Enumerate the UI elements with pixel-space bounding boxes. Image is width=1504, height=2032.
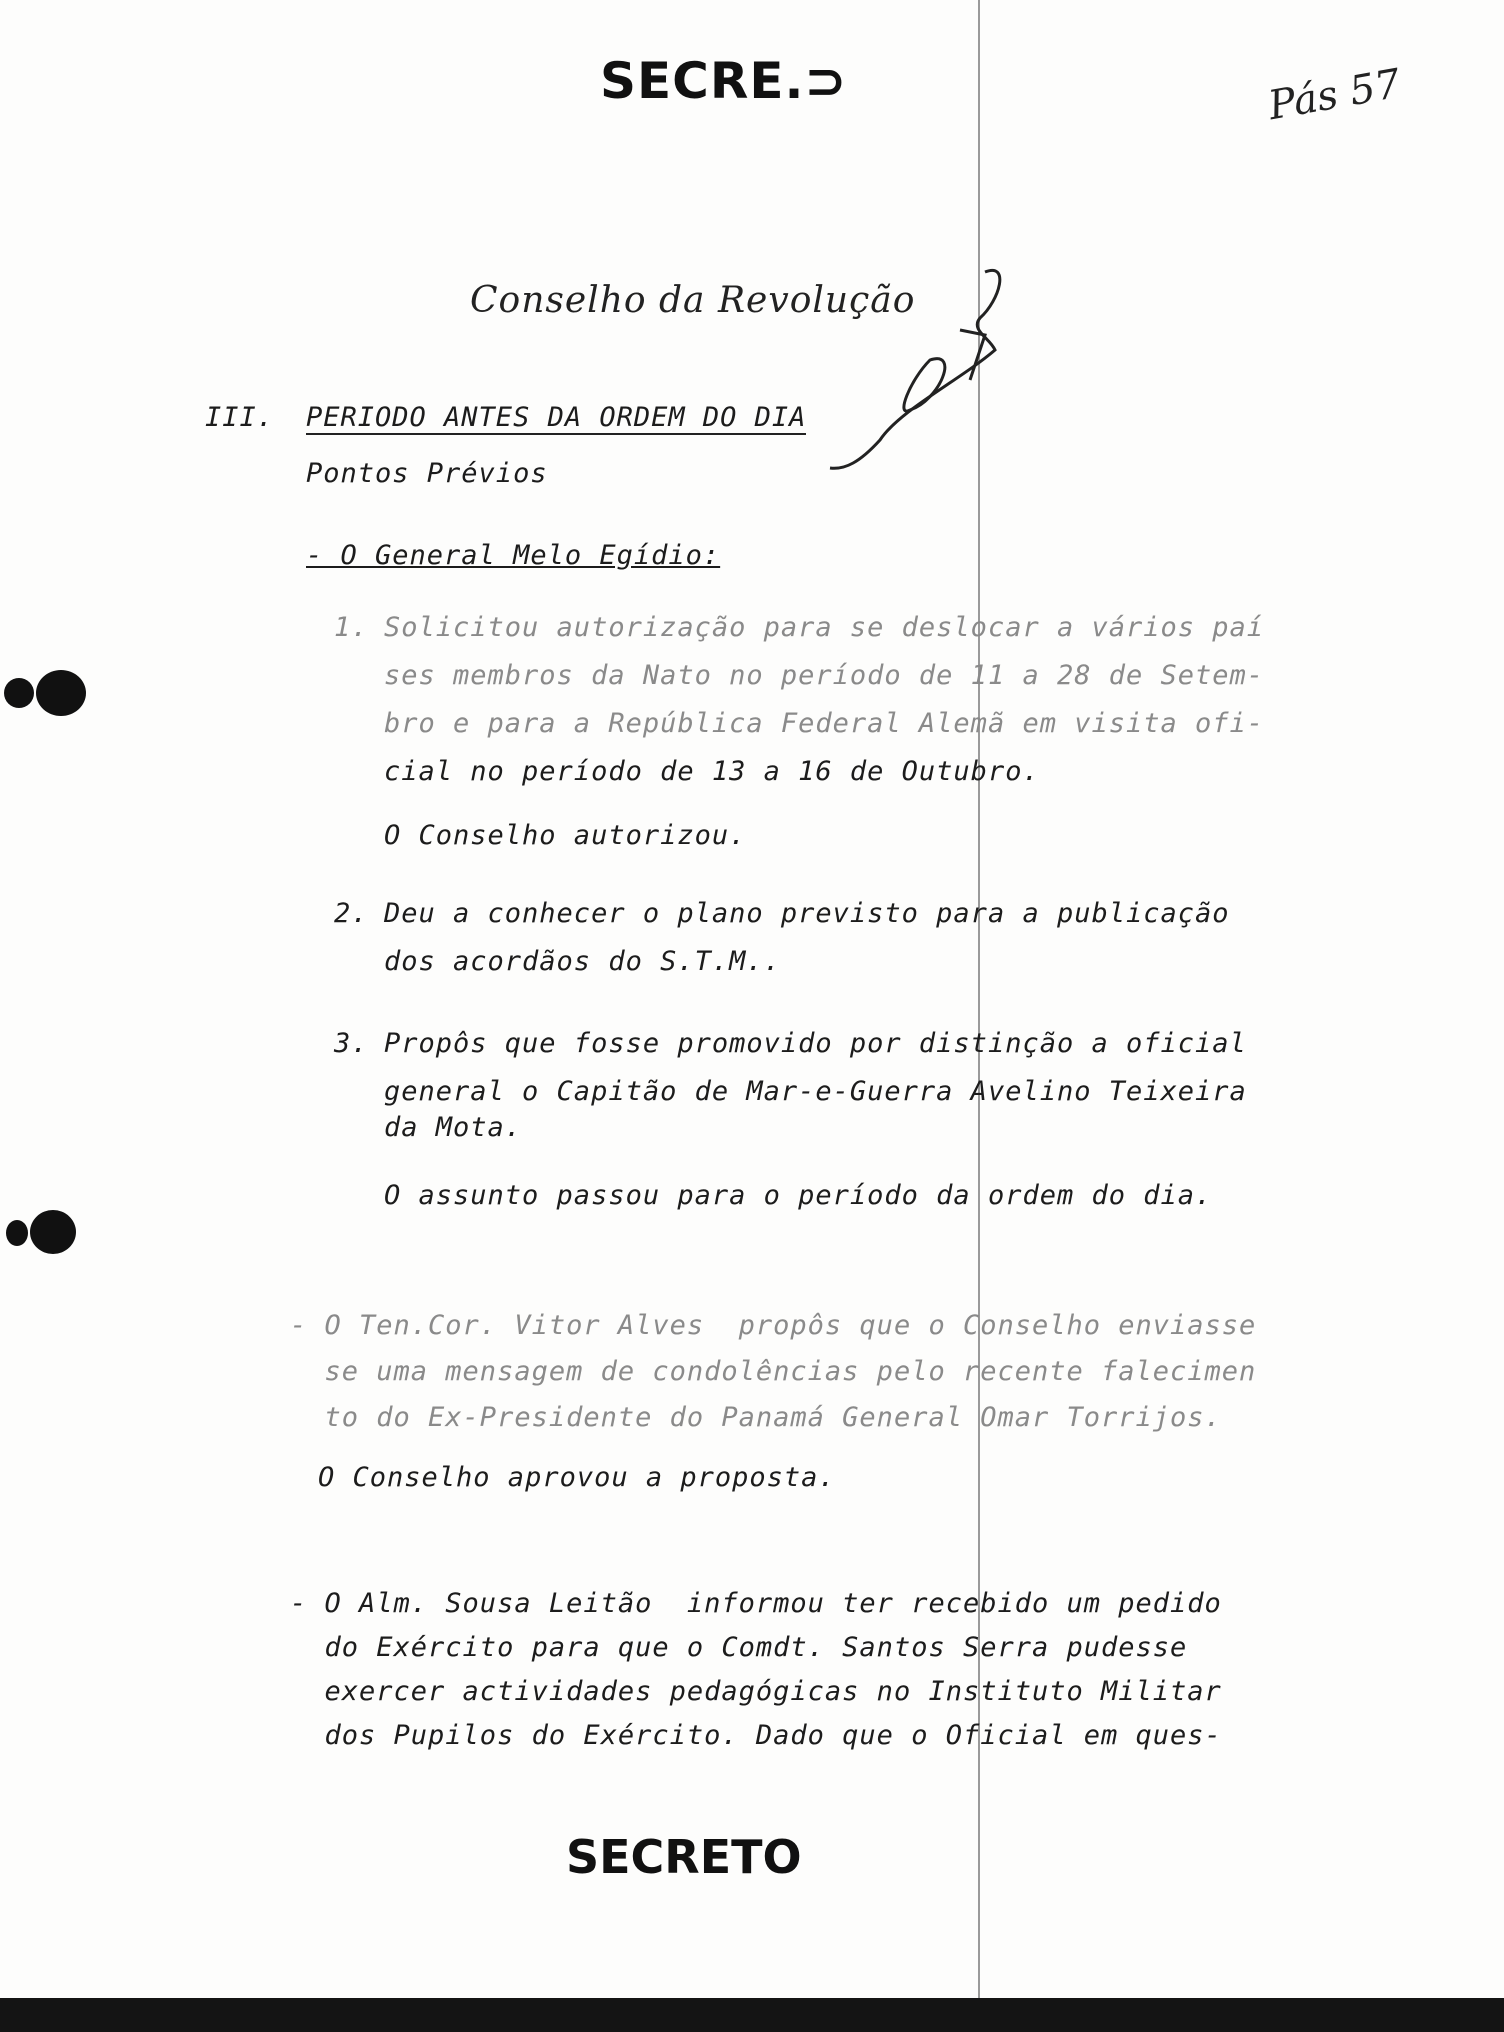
- point-text-line: cial no período de 13 a 16 de Outubro.: [384, 756, 1040, 787]
- secret-stamp-bottom: SECRETO: [566, 1830, 802, 1884]
- point-text-line: ses membros da Nato no período de 11 a 28 de Setem-: [384, 660, 1265, 691]
- section-subtitle: Pontos Prévios: [306, 458, 548, 489]
- section-title: PERIODO ANTES DA ORDEM DO DIA: [306, 402, 807, 433]
- point-text-line: da Mota.: [384, 1112, 523, 1143]
- point-number: 3.: [334, 1028, 369, 1059]
- item-text-line: dos Pupilos do Exército. Dado que o Oficial em ques-: [290, 1720, 1222, 1751]
- letterhead-council: Conselho da Revolução: [470, 280, 916, 321]
- item-text-line: to do Ex-Presidente do Panamá General Omar Torrijos.: [290, 1402, 1222, 1433]
- item-text-line: do Exército para que o Comdt. Santos Serra pudesse: [290, 1632, 1188, 1663]
- point-text-line: dos acordãos do S.T.M..: [384, 946, 781, 977]
- point-outcome: O Conselho autorizou.: [384, 820, 747, 851]
- scan-edge-band: [0, 1998, 1504, 2032]
- punch-hole: [36, 670, 86, 716]
- secret-stamp-top: SECRE.⊃: [600, 52, 848, 110]
- point-text-line: Solicitou autorização para se deslocar a vários paí: [384, 612, 1265, 643]
- punch-hole: [4, 678, 34, 708]
- item-text-line: se uma mensagem de condolências pelo recente falecimen: [290, 1356, 1257, 1387]
- point-outcome: O assunto passou para o período da ordem do dia.: [384, 1180, 1213, 1211]
- point-text-line: general o Capitão de Mar-e-Guerra Avelino Teixeira: [384, 1076, 1247, 1107]
- item-text-line: - O Ten.Cor. Vitor Alves propôs que o Conselho enviasse: [290, 1310, 1257, 1341]
- point-text-line: bro e para a República Federal Alemã em visita ofi-: [384, 708, 1265, 739]
- section-number: III.: [205, 402, 275, 433]
- point-number: 2.: [334, 898, 369, 929]
- point-number: 1.: [334, 612, 369, 643]
- item-text-line: exercer actividades pedagógicas no Instituto Militar: [290, 1676, 1222, 1707]
- item-outcome: O Conselho aprovou a proposta.: [318, 1462, 836, 1493]
- point-text-line: Deu a conhecer o plano previsto para a publicação: [384, 898, 1230, 929]
- punch-hole: [30, 1210, 76, 1254]
- point-text-line: Propôs que fosse promovido por distinção a oficial: [384, 1028, 1247, 1059]
- punch-hole: [6, 1220, 28, 1246]
- item-text-line: - O Alm. Sousa Leitão informou ter recebido um pedido: [290, 1588, 1222, 1619]
- speaker-line: - O General Melo Egídio:: [306, 540, 721, 571]
- page-number-handwritten: Pás 57: [1265, 60, 1405, 130]
